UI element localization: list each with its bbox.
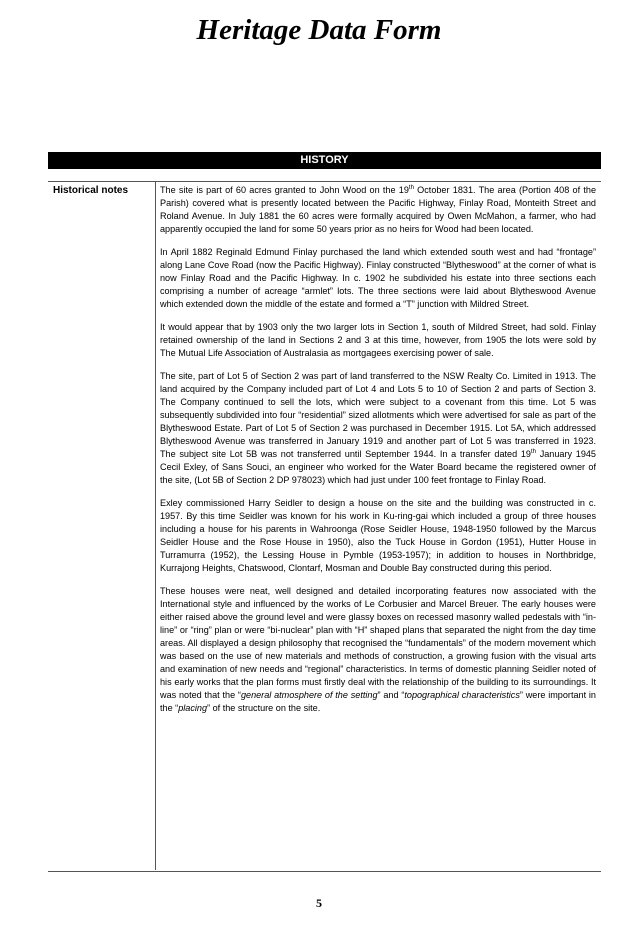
quote-general-atmosphere: general atmosphere of the setting (240, 690, 378, 700)
paragraph-4 (160, 370, 596, 487)
page-number: 5 (316, 896, 322, 910)
historical-notes-content (160, 184, 596, 725)
paragraph-4-text: The site, part of Lot 5 of Section 2 was part of land transferred to the NSW Realty Co. Limited in 1913. The land acquired by the Company included part of Lot 4 and Lots 5 to 10 of Section 2 and parts of Section 3. The Company continued to sell the lots, which were subject to a covenant from this time. Lot 5 was subsequently subdivided into four “residential” sized allotments which were advertised for sale as part of the Blytheswood Estate. Part of Lot 5 of Section 2 was purchased in December 1915. Lot 5A, which addressed Blytheswood Avenue was transferred in January 1919 and another part of Lot 5 was transferred in 1923. The subject site Lot 5B was not transferred until September 1944. In a transfer dated 19 (160, 371, 596, 459)
paragraph-5: Exley commissioned Harry Seidler to design a house on the site and the building was constructed in c. 1957. By this time Seidler was known for his work in Ku-ring-gai which included a group of three houses including a house for his parents in Wahroonga (Rose Seidler House, 1948-1950 followed by the Marcus Seidler House and the Rose House in 1950), also the Tuck House in Gordon (1951), Hutter House in Turramurra (1952), the Lessing House in Pymble (1953-1957); in addition to houses in Northbridge, Kurrajong Heights, Chatswood, Clontarf, Mosman and Double Bay constructed during this period. (160, 498, 596, 573)
paragraph-6 (160, 585, 596, 715)
ordinal-suffix: th (530, 448, 536, 455)
ordinal-suffix: th (408, 184, 414, 191)
paragraph-1 (160, 184, 596, 236)
paragraph-2: In April 1882 Reginald Edmund Finlay purchased the land which extended south west and had “frontage” along Lane Cove Road (now the Pacific Highway). Finlay constructed “Blytheswood” at the corner of what is now Finlay Road and the Pacific Highway. In c. 1902 he subdivided his estate into three sections each comprising a number of acreage “armlet” lots. The three sections were laid about Blytheswood Avenue which extended down the middle of the estate and formed a “T” junction with Mildred Street. (160, 247, 596, 309)
historical-notes-label: Historical notes (53, 185, 129, 196)
quote-placing: placing (178, 703, 208, 713)
paragraph-1-text: The site is part of 60 acres granted to John Wood on the 19 (160, 185, 409, 195)
quote-topographical: topographical characteristics (404, 690, 520, 700)
paragraph-6-text: These houses were neat, well designed and detailed incorporating features now associated with the International style and influenced by the works of Le Corbusier and Marcel Breuer. The early houses were either raised above the ground level and were glassy boxes on recessed masonry walled pedestals with “in-line” or “ring” plan or were “bi-nuclear” plan with “H” shaped plans that separated the night from the day time areas. All displayed a design philosophy that recognised the “fundamentals” of the modern movement which was based on the use of new materials and methods of construction, a growing fusion with the visual arts and examination of new needs and “regional” characteristics. In terms of domestic planning Seidler noted of his early works that the plan forms must firstly deal with the relationship of the building to its surroundings. It was noted that the “ (160, 586, 596, 700)
form-title: Heritage Data Form (196, 14, 442, 46)
column-divider (155, 181, 156, 870)
paragraph-6-text-end: ” of the structure on the site. (207, 703, 321, 713)
paragraph-1-text-cont: October 1831. The area (Portion 408 of the Parish) covered what is presently located between the Pacific Highway, Finlay Road, Monteith Street and Roland Avenue. In July 1881 the 60 acres were formally acquired by Owen McMahon, a farmer, who had apparently occupied the land for some 50 years prior as no heirs for Wood had been located. (160, 185, 596, 234)
paragraph-6-text-joint: ” and “ (377, 690, 405, 700)
paragraph-4-text-cont: January 1945 Cecil Exley, of Sans Souci, an engineer who worked for the Water Board became the registered owner of the site, (Lot 5B of Section 2 DP 978023) which had just under 100 feet frontage to Finlay Road. (160, 449, 596, 485)
section-heading-history: HISTORY (48, 152, 601, 169)
paragraph-3: It would appear that by 1903 only the two larger lots in Section 1, south of Mildred Street, had sold. Finlay retained ownership of the land in Sections 2 and 3 at this time, however, from 1905 the lots were sold by The Mutual Life Association of Australasia as mortgagees exercising power of sale. (160, 322, 596, 358)
paragraph-6-text-joint: ” were important in the “ (160, 690, 596, 713)
